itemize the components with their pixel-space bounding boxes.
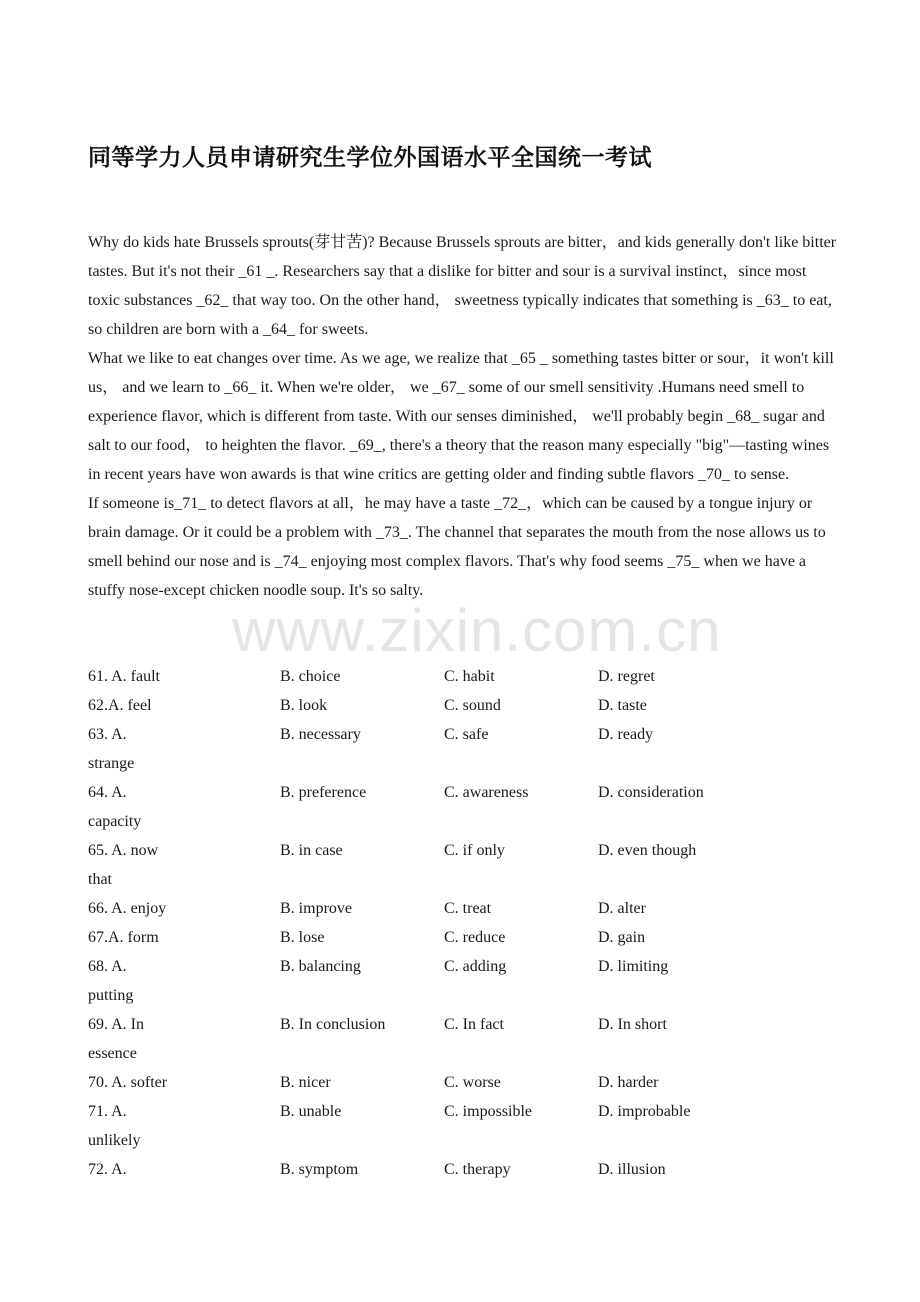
- option-c: C. sound: [444, 697, 501, 714]
- option-b: B. lose: [280, 929, 325, 946]
- option-a: 71. A. unlikely: [88, 1103, 141, 1149]
- option-a: 67.A. form: [88, 929, 159, 946]
- question-71: [88, 1097, 840, 1155]
- option-b: B. choice: [280, 668, 341, 685]
- option-d: D. even though: [598, 842, 697, 859]
- option-d: D. regret: [598, 668, 655, 685]
- question-66: [88, 894, 840, 923]
- page-title: 同等学力人员申请研究生学位外国语水平全国统一考试: [88, 145, 652, 171]
- question-69: [88, 1010, 840, 1068]
- passage: [88, 228, 840, 605]
- option-a: 65. A. now that: [88, 842, 159, 888]
- option-b: B. preference: [280, 784, 367, 801]
- option-c: C. worse: [444, 1074, 501, 1091]
- option-a: 66. A. enjoy: [88, 900, 167, 917]
- option-b: B. unable: [280, 1103, 342, 1120]
- option-a: 62.A. feel: [88, 697, 152, 714]
- option-a: 69. A. In essence: [88, 1016, 144, 1062]
- option-d: D. consideration: [598, 784, 704, 801]
- option-a: 70. A. softer: [88, 1074, 168, 1091]
- option-c: C. safe: [444, 726, 489, 743]
- option-b: B. balancing: [280, 958, 361, 975]
- option-d: D. harder: [598, 1074, 659, 1091]
- question-68: [88, 952, 840, 1010]
- option-c: C. therapy: [444, 1161, 511, 1178]
- option-d: D. In short: [598, 1016, 667, 1033]
- options-list: [88, 662, 840, 1184]
- option-d: D. alter: [598, 900, 646, 917]
- question-61: [88, 662, 840, 691]
- passage-paragraph-2: What we like to eat changes over time. As we age, we realize that _65 _ something tastes bitter or sour，it won't kill us， and we learn to _66_ it. When we're older， we _67_ some of our smell sensitivity .Humans need smell to experience flavor, which is different from taste. With our senses diminished， we'll probably begin _68_ sugar and salt to our food， to heighten the flavor. _69_, there's a theory that the reason many especially "big"—tasting wines in recent years have won awards is that wine critics are getting older and finding subtle flavors _70_ to sense.: [88, 350, 834, 483]
- option-d: D. ready: [598, 726, 654, 743]
- option-c: C. adding: [444, 958, 507, 975]
- question-70: [88, 1068, 840, 1097]
- option-d: D. gain: [598, 929, 646, 946]
- watermark: www.zixin.com.cn: [232, 597, 722, 664]
- question-67: [88, 923, 840, 952]
- option-a: 63. A. strange: [88, 726, 135, 772]
- option-d: D. taste: [598, 697, 647, 714]
- option-d: D. limiting: [598, 958, 669, 975]
- option-a: 64. A. capacity: [88, 784, 142, 830]
- option-c: C. In fact: [444, 1016, 504, 1033]
- option-a: 72. A.: [88, 1161, 127, 1178]
- option-c: C. habit: [444, 668, 495, 685]
- passage-paragraph-3: If someone is_71_ to detect flavors at all，he may have a taste _72_，which can be caused by a tongue injury or brain damage. Or it could be a problem with _73_. The channel that separates the mouth from the nose allows us to smell behind our nose and is _74_ enjoying most complex flavors. That's why food seems _75_ when we have a stuffy nose-except chicken noodle soup. It's so salty.: [88, 495, 826, 599]
- option-b: B. look: [280, 697, 328, 714]
- option-c: C. awareness: [444, 784, 529, 801]
- option-c: C. reduce: [444, 929, 506, 946]
- option-c: C. treat: [444, 900, 492, 917]
- option-c: C. if only: [444, 842, 505, 859]
- option-b: B. in case: [280, 842, 343, 859]
- question-64: [88, 778, 840, 836]
- option-c: C. impossible: [444, 1103, 533, 1120]
- option-a: 61. A. fault: [88, 668, 160, 685]
- question-72: [88, 1155, 840, 1184]
- question-62: [88, 691, 840, 720]
- option-b: B. improve: [280, 900, 352, 917]
- option-b: B. nicer: [280, 1074, 331, 1091]
- passage-paragraph-1: Why do kids hate Brussels sprouts(芽甘苦)? Because Brussels sprouts are bitter，and kids generally don't like bitter tastes. But it's not their _61 _. Researchers say that a dislike for bitter and sour is a survival instinct，since most toxic substances _62_ that way too. On the other hand， sweetness typically indicates that something is _63_ to eat, so children are born with a _64_ for sweets.: [88, 234, 837, 338]
- question-63: [88, 720, 840, 778]
- option-a: 68. A. putting: [88, 958, 134, 1004]
- question-65: [88, 836, 840, 894]
- option-d: D. improbable: [598, 1103, 691, 1120]
- option-b: B. symptom: [280, 1161, 359, 1178]
- option-b: B. necessary: [280, 726, 361, 743]
- option-d: D. illusion: [598, 1161, 666, 1178]
- option-b: B. In conclusion: [280, 1016, 386, 1033]
